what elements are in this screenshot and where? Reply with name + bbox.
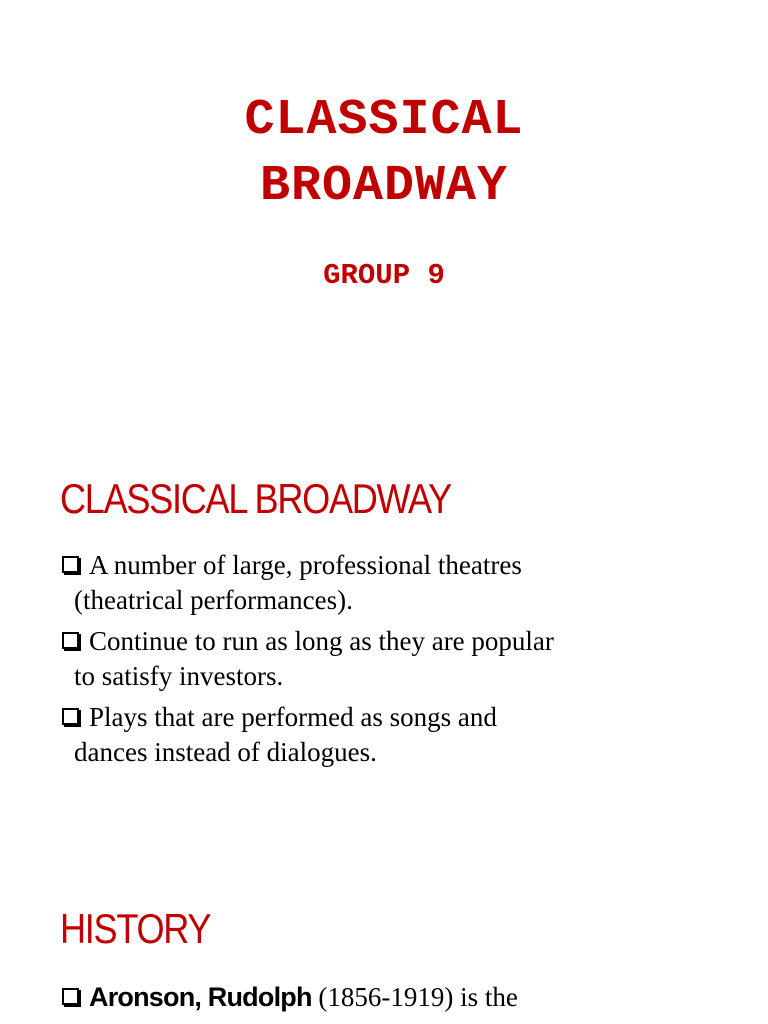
list-item (62, 700, 712, 770)
bullet-list (62, 980, 712, 1021)
list-item (62, 980, 712, 1015)
list-item (62, 548, 712, 618)
bullet-list (62, 548, 712, 776)
person-name: Aronson, Rudolph (89, 982, 312, 1012)
checkbox-bullet-icon (62, 988, 79, 1005)
bullet-text-line-2: to satisfy investors. (74, 661, 284, 691)
slide-title (0, 88, 768, 220)
bullet-text: (1856-1919) is the (311, 982, 518, 1012)
bullet-text-line-1: A number of large, professional theatres (89, 550, 522, 580)
bullet-text-line-2: (theatrical performances). (74, 585, 353, 615)
bullet-text-line-1: Plays that are performed as songs and (89, 702, 497, 732)
classical-broadway-slide (0, 430, 768, 850)
checkbox-bullet-icon (62, 632, 79, 649)
list-item (62, 624, 712, 694)
bullet-text-line-2: dances instead of dialogues. (74, 737, 377, 767)
bullet-text-line-1: Continue to run as long as they are popular (89, 626, 554, 656)
checkbox-bullet-icon (62, 556, 79, 573)
title-slide (0, 0, 768, 430)
section-heading: HISTORY (60, 905, 211, 952)
title-line-1: CLASSICAL (244, 92, 524, 149)
section-heading: CLASSICAL BROADWAY (60, 475, 451, 522)
slide-subtitle: GROUP 9 (323, 259, 445, 292)
history-slide (0, 850, 768, 1024)
title-line-2: BROADWAY (259, 158, 509, 215)
checkbox-bullet-icon (62, 708, 79, 725)
